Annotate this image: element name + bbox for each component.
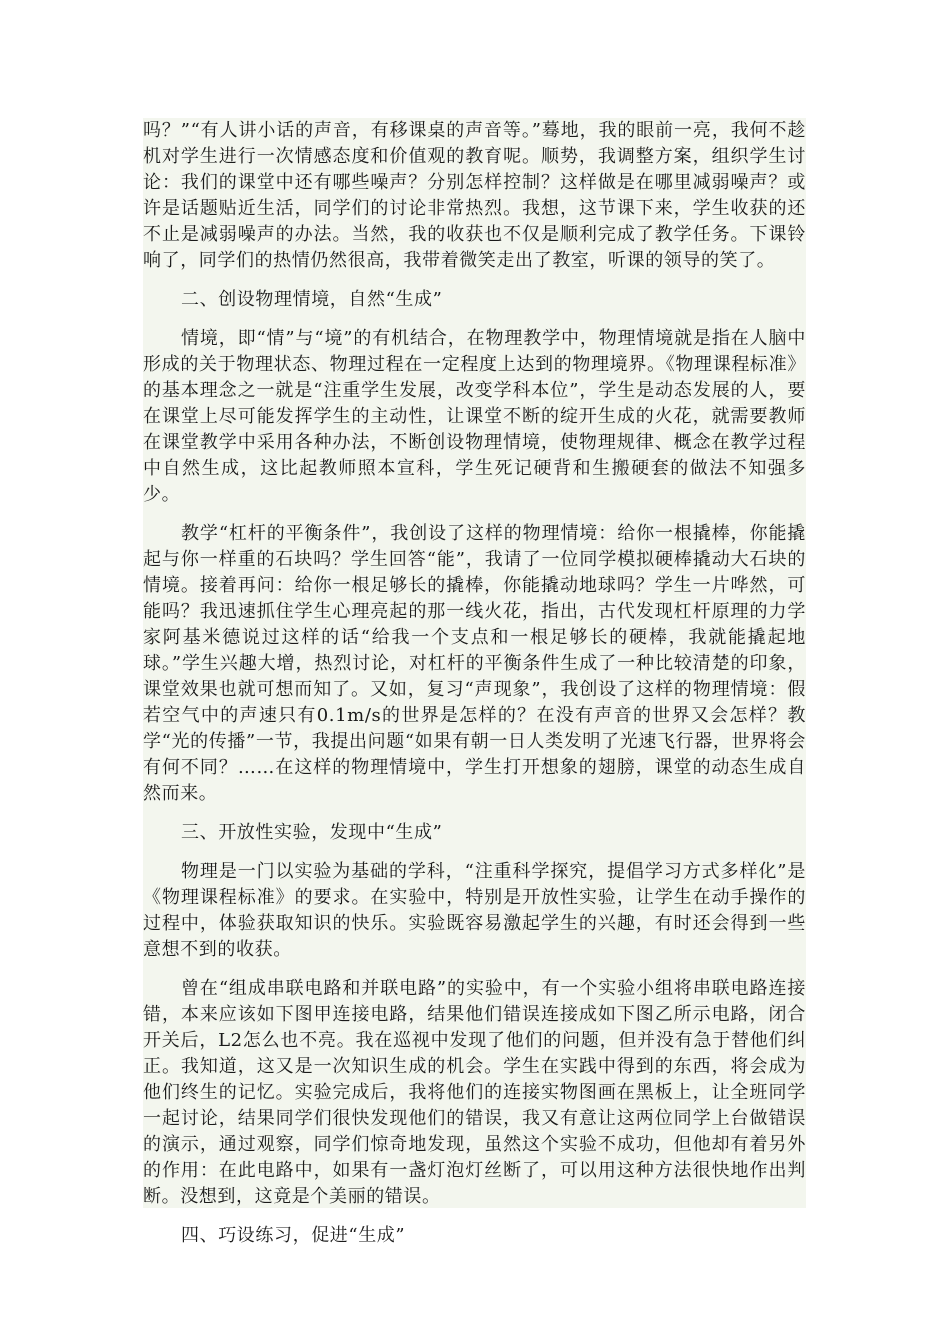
spacer xyxy=(143,1210,806,1223)
section-heading-4: 四、巧设练习，促进“生成” xyxy=(181,1225,406,1246)
spacer xyxy=(143,313,806,326)
spacer xyxy=(143,963,806,976)
paragraph-circuit-example: 曾在“组成串联电路和并联电路”的实验中，有一个实验小组将串联电路连接错，本来应该如下图甲连接电路，结果他们错误连接成如下图乙所示电路，闭合开关后，L2怎么也不亮。我在巡视中发现了他们的问题，但并没有急于替他们纠正。我知道，这又是一次知识生成的机会。学生在实践中得到的东西，将会成为他们终生的记忆。实验完成后，我将他们的连接实物图画在黑板上，让全班同学一起讨论，结果同学们很快发现他们的错误，我又有意让这两位同学上台做错误的演示，通过观察，同学们惊奇地发现，虽然这个实验不成功，但他却有着另外的作用：在此电路中，如果有一盏灯泡灯丝断了，可以用这种方法很快地作出判断。没想到，这竟是个美丽的错误。 xyxy=(143,978,806,1207)
section-heading-3: 三、开放性实验，发现中“生成” xyxy=(181,822,443,843)
paragraph-experiment-intro: 物理是一门以实验为基础的学科，“注重科学探究，提倡学习方式多样化”是《物理课程标准》的要求。在实验中，特别是开放性实验，让学生在动手操作的过程中，体验获取知识的快乐。实验既容易激起学生的兴趣，有时还会得到一些意想不到的收获。 xyxy=(143,861,806,960)
section-heading-2: 二、创设物理情境，自然“生成” xyxy=(181,289,443,310)
spacer xyxy=(143,508,806,521)
paragraph-lever-example: 教学“杠杆的平衡条件”，我创设了这样的物理情境：给你一根撬棒，你能撬起与你一样重的石块吗？学生回答“能”，我请了一位同学模拟硬棒撬动大石块的情境。接着再问：给你一根足够长的撬棒，你能撬动地球吗？学生一片哗然，可能吗？我迅速抓住学生心理亮起的那一线火花，指出，古代发现杠杆原理的力学家阿基米德说过这样的话“给我一个支点和一根足够长的硬棒，我就能撬起地球。”学生兴趣大增，热烈讨论，对杠杆的平衡条件生成了一种比较清楚的印象，课堂效果也就可想而知了。又如，复习“声现象”，我创设了这样的物理情境：假若空气中的声速只有0.1m/s的世界是怎样的？在没有声音的世界又会怎样？教学“光的传播”一节，我提出问题“如果有朝一日人类发明了光速飞行器，世界将会有何不同？……在这样的物理情境中，学生打开想象的翅膀，课堂的动态生成自然而来。 xyxy=(143,523,806,804)
text-body xyxy=(143,118,806,1246)
spacer xyxy=(143,274,806,287)
paragraph-continuation: 吗？”“有人讲小话的声音，有移课桌的声音等。”蓦地，我的眼前一亮，我何不趁机对学生进行一次情感态度和价值观的教育呢。顺势，我调整方案，组织学生讨论：我们的课堂中还有哪些噪声？分别怎样控制？这样做是在哪里减弱噪声？或许是话题贴近生活，同学们的讨论非常热烈。我想，这节课下来，学生收获的还不止是减弱噪声的办法。当然，我的收获也不仅是顺利完成了教学任务。下课铃响了，同学们的热情仍然很高，我带着微笑走出了教室，听课的领导的笑了。 xyxy=(143,120,806,271)
spacer xyxy=(143,807,806,820)
paragraph-situation-definition: 情境，即“情”与“境”的有机结合，在物理教学中，物理情境就是指在人脑中形成的关于物理状态、物理过程在一定程度上达到的物理境界。《物理课程标准》的基本理念之一就是“注重学生发展，改变学科本位”，学生是动态发展的人，要在课堂上尽可能发挥学生的主动性，让课堂不断的绽开生成的火花，就需要教师在课堂教学中采用各种办法，不断创设物理情境，使物理规律、概念在教学过程中自然生成，这比起教师照本宣科，学生死记硬背和生搬硬套的做法不知强多少。 xyxy=(143,328,806,505)
spacer xyxy=(143,846,806,859)
